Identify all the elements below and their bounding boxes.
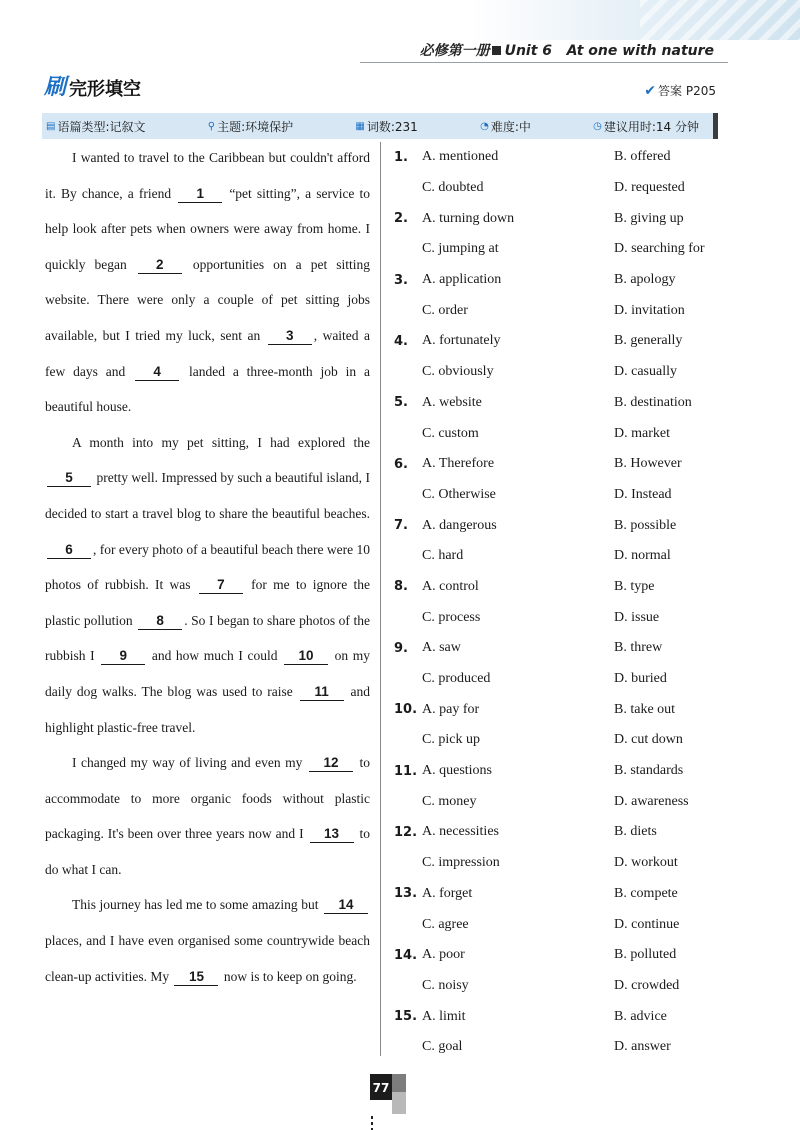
unit-header xyxy=(420,40,714,60)
option-a[interactable]: A. application xyxy=(422,272,502,288)
option-b[interactable]: B. compete xyxy=(614,885,678,901)
passage-text: for me to ignore the plastic pollution xyxy=(45,577,371,628)
question-row xyxy=(394,173,714,204)
paragraph-1 xyxy=(45,140,370,425)
option-c[interactable]: C. impression xyxy=(422,855,500,871)
passage-text: This journey has led me to some amazing but xyxy=(72,897,319,913)
option-a[interactable]: A. necessities xyxy=(422,824,499,840)
option-d[interactable]: D. workout xyxy=(614,855,678,871)
passage-text: . So I began to share photos of the rubbish I xyxy=(45,612,371,664)
difficulty-label: 难度:中 xyxy=(490,119,531,134)
question-number: 7. xyxy=(394,518,408,534)
option-d[interactable]: D. requested xyxy=(614,180,685,196)
option-d[interactable]: D. answer xyxy=(614,1039,671,1055)
question-row xyxy=(394,326,714,357)
option-d[interactable]: D. searching for xyxy=(614,241,705,257)
answer-reference[interactable] xyxy=(644,82,716,99)
paragraph-3 xyxy=(45,745,370,887)
question-row xyxy=(394,1032,714,1063)
option-b[interactable]: B. generally xyxy=(614,333,683,349)
theme-info xyxy=(208,118,293,135)
paragraph-2 xyxy=(45,425,370,745)
question-number: 15. xyxy=(394,1009,418,1025)
time-info xyxy=(593,118,699,135)
question-row xyxy=(394,971,714,1002)
section-title: 完形填空 xyxy=(69,79,142,100)
question-row xyxy=(394,879,714,910)
option-a[interactable]: A. saw xyxy=(422,640,461,656)
question-row xyxy=(394,295,714,326)
passage-text: I changed my way of living and even my xyxy=(72,755,303,771)
question-row xyxy=(394,602,714,633)
question-row xyxy=(394,940,714,971)
option-c[interactable]: C. agree xyxy=(422,916,469,932)
option-c[interactable]: C. noisy xyxy=(422,977,469,993)
passage-text: on my daily dog walks. The blog was used to raise xyxy=(45,648,371,699)
question-row xyxy=(394,418,714,449)
option-a[interactable]: A. pay for xyxy=(422,701,480,717)
question-number: 4. xyxy=(394,333,408,349)
question-row xyxy=(394,664,714,695)
passage-text: “pet sitting”, a service to help look after pets when owners were away from home. I quickly began xyxy=(45,185,371,272)
option-a[interactable]: A. Therefore xyxy=(422,456,495,472)
blank-14: 14 xyxy=(324,897,368,914)
option-c[interactable]: C. produced xyxy=(422,671,491,687)
word-count-label: 词数:231 xyxy=(366,119,418,134)
theme-label: 主题:环境保护 xyxy=(217,119,294,134)
option-b[interactable]: B. diets xyxy=(614,824,657,840)
section-brush-icon: 刷 xyxy=(44,75,67,100)
cloze-passage xyxy=(45,140,370,994)
question-number: 6. xyxy=(394,456,408,472)
question-row xyxy=(394,572,714,603)
option-a[interactable]: A. control xyxy=(422,578,479,594)
passage-text: landed a three-month job in a beautiful house. xyxy=(45,363,371,415)
question-row xyxy=(394,142,714,173)
option-a[interactable]: A. forget xyxy=(422,885,473,901)
question-row xyxy=(394,786,714,817)
option-b[interactable]: B. type xyxy=(614,578,655,594)
option-b[interactable]: B. offered xyxy=(614,149,671,165)
question-row xyxy=(394,725,714,756)
option-a[interactable]: A. turning down xyxy=(422,210,515,226)
option-c[interactable]: C. jumping at xyxy=(422,241,499,257)
option-a[interactable]: A. poor xyxy=(422,947,465,963)
question-row xyxy=(394,541,714,572)
unit-number: Unit 6 xyxy=(504,43,553,59)
option-d[interactable]: D. crowded xyxy=(614,977,680,993)
genre-info xyxy=(46,118,146,135)
question-row xyxy=(394,234,714,265)
option-d[interactable]: D. buried xyxy=(614,671,667,687)
passage-text: , for every photo of a beautiful beach there were 10 photos of rubbish. It was xyxy=(45,541,371,593)
passage-text: and how much I could xyxy=(151,648,278,664)
option-a[interactable]: A. website xyxy=(422,394,482,410)
question-number: 11. xyxy=(394,763,418,779)
question-number: 12. xyxy=(394,824,418,840)
option-a[interactable]: A. limit xyxy=(422,1008,466,1024)
option-c[interactable]: C. Otherwise xyxy=(422,486,496,502)
blank-15: 15 xyxy=(174,969,218,986)
section-heading xyxy=(44,75,141,101)
blank-2: 2 xyxy=(138,257,182,274)
checkmark-icon: ✔ xyxy=(644,82,657,99)
option-d[interactable]: D. awareness xyxy=(614,793,689,809)
blank-9: 9 xyxy=(101,648,145,665)
column-divider xyxy=(380,142,381,1056)
question-row xyxy=(394,203,714,234)
option-c[interactable]: C. obviously xyxy=(422,364,494,380)
question-row xyxy=(394,1001,714,1032)
option-b[interactable]: B. polluted xyxy=(614,947,677,963)
question-row xyxy=(394,848,714,879)
option-d[interactable]: D. invitation xyxy=(614,302,685,318)
option-b[interactable]: B. However xyxy=(614,456,682,472)
option-d[interactable]: D. issue xyxy=(614,609,660,625)
blank-3: 3 xyxy=(268,328,312,345)
question-row xyxy=(394,756,714,787)
book-icon: ▦ xyxy=(355,120,365,132)
unit-title: At one with nature xyxy=(566,43,714,59)
option-c[interactable]: C. money xyxy=(422,793,477,809)
option-d[interactable]: D. continue xyxy=(614,916,680,932)
document-icon: ▤ xyxy=(46,120,56,132)
question-row xyxy=(394,480,714,511)
option-c[interactable]: C. order xyxy=(422,302,468,318)
separator-square-icon xyxy=(492,46,501,55)
option-c[interactable]: C. doubted xyxy=(422,180,484,196)
page-tab-block xyxy=(392,1092,406,1114)
passage-text: to accommodate to more organic foods without plastic packaging. It's been over three years now and I xyxy=(45,755,370,842)
passage-info-bar xyxy=(42,113,718,139)
difficulty-info xyxy=(480,118,531,135)
blank-11: 11 xyxy=(300,684,344,701)
option-b[interactable]: B. advice xyxy=(614,1008,667,1024)
question-number: 8. xyxy=(394,579,408,595)
blank-13: 13 xyxy=(310,826,354,843)
page-dots xyxy=(371,1116,373,1130)
question-number: 1. xyxy=(394,149,408,165)
passage-text: opportunities on a pet sitting website. There were only a couple of pet sitting jobs available, but I tried my luck, sent an xyxy=(45,256,370,343)
question-number: 5. xyxy=(394,395,408,411)
question-row xyxy=(394,449,714,480)
time-label: 建议用时:14 分钟 xyxy=(603,119,699,134)
question-number: 9. xyxy=(394,640,408,656)
word-count-info xyxy=(355,118,417,135)
passage-text: to do what I can. xyxy=(45,826,370,877)
option-b[interactable]: B. standards xyxy=(614,763,684,779)
option-d[interactable]: D. normal xyxy=(614,548,671,564)
question-row xyxy=(394,510,714,541)
option-a[interactable]: A. questions xyxy=(422,763,492,779)
question-row xyxy=(394,388,714,419)
question-row xyxy=(394,817,714,848)
passage-text: A month into my pet sitting, I had explored the xyxy=(72,434,370,450)
blank-10: 10 xyxy=(284,648,328,665)
option-a[interactable]: A. dangerous xyxy=(422,517,497,533)
passage-text: now is to keep on going. xyxy=(223,968,357,984)
blank-4: 4 xyxy=(135,364,179,381)
question-row xyxy=(394,909,714,940)
question-number: 10. xyxy=(394,702,418,718)
option-c[interactable]: C. goal xyxy=(422,1039,463,1055)
blank-1: 1 xyxy=(178,186,222,203)
passage-text: pretty well. Impressed by such a beautiful island, I decided to start a travel blog to share the beautiful beaches. xyxy=(45,470,370,521)
search-icon: ⚲ xyxy=(207,120,216,132)
answer-page-label: 答案 P205 xyxy=(658,84,716,98)
question-number: 3. xyxy=(394,272,408,288)
page-tab-block xyxy=(392,1074,406,1092)
option-b[interactable]: B. possible xyxy=(614,517,677,533)
option-c[interactable]: C. process xyxy=(422,609,481,625)
option-b[interactable]: B. destination xyxy=(614,394,692,410)
option-d[interactable]: D. market xyxy=(614,425,670,441)
gauge-icon: ◔ xyxy=(480,120,489,132)
book-name: 必修第一册 xyxy=(419,43,490,59)
option-d[interactable]: D. cut down xyxy=(614,732,683,748)
question-number: 2. xyxy=(394,211,408,227)
option-d[interactable]: D. casually xyxy=(614,364,677,380)
genre-label: 语篇类型:记叙文 xyxy=(57,119,146,134)
option-c[interactable]: C. hard xyxy=(422,548,464,564)
header-rule xyxy=(360,62,728,63)
option-c[interactable]: C. pick up xyxy=(422,732,480,748)
option-b[interactable]: B. apology xyxy=(614,272,676,288)
question-row xyxy=(394,694,714,725)
passage-text: , waited a few days and xyxy=(45,327,371,379)
blank-6: 6 xyxy=(47,542,91,559)
option-b[interactable]: B. take out xyxy=(614,701,676,717)
question-number: 13. xyxy=(394,886,418,902)
option-b[interactable]: B. threw xyxy=(614,640,663,656)
page-number: 77 xyxy=(372,1081,390,1095)
question-row xyxy=(394,633,714,664)
blank-8: 8 xyxy=(138,613,182,630)
blank-12: 12 xyxy=(309,755,353,772)
option-b[interactable]: B. giving up xyxy=(614,210,684,226)
passage-text: places, and I have even organised some countrywide beach clean-up activities. My xyxy=(45,933,370,984)
blank-5: 5 xyxy=(47,470,91,487)
question-row xyxy=(394,357,714,388)
question-row xyxy=(394,265,714,296)
answer-options xyxy=(394,142,714,1063)
question-number: 14. xyxy=(394,947,418,963)
clock-icon: ◷ xyxy=(593,120,602,132)
option-c[interactable]: C. custom xyxy=(422,425,479,441)
paragraph-4 xyxy=(45,887,370,994)
passage-text: and highlight plastic-free travel. xyxy=(45,683,370,735)
header-decoration xyxy=(470,0,800,40)
option-d[interactable]: D. Instead xyxy=(614,486,672,502)
option-a[interactable]: A. fortunately xyxy=(422,333,501,349)
passage-text: I wanted to travel to the Caribbean but couldn't afford it. By chance, a friend xyxy=(45,150,370,201)
blank-7: 7 xyxy=(199,577,243,594)
option-a[interactable]: A. mentioned xyxy=(422,149,499,165)
